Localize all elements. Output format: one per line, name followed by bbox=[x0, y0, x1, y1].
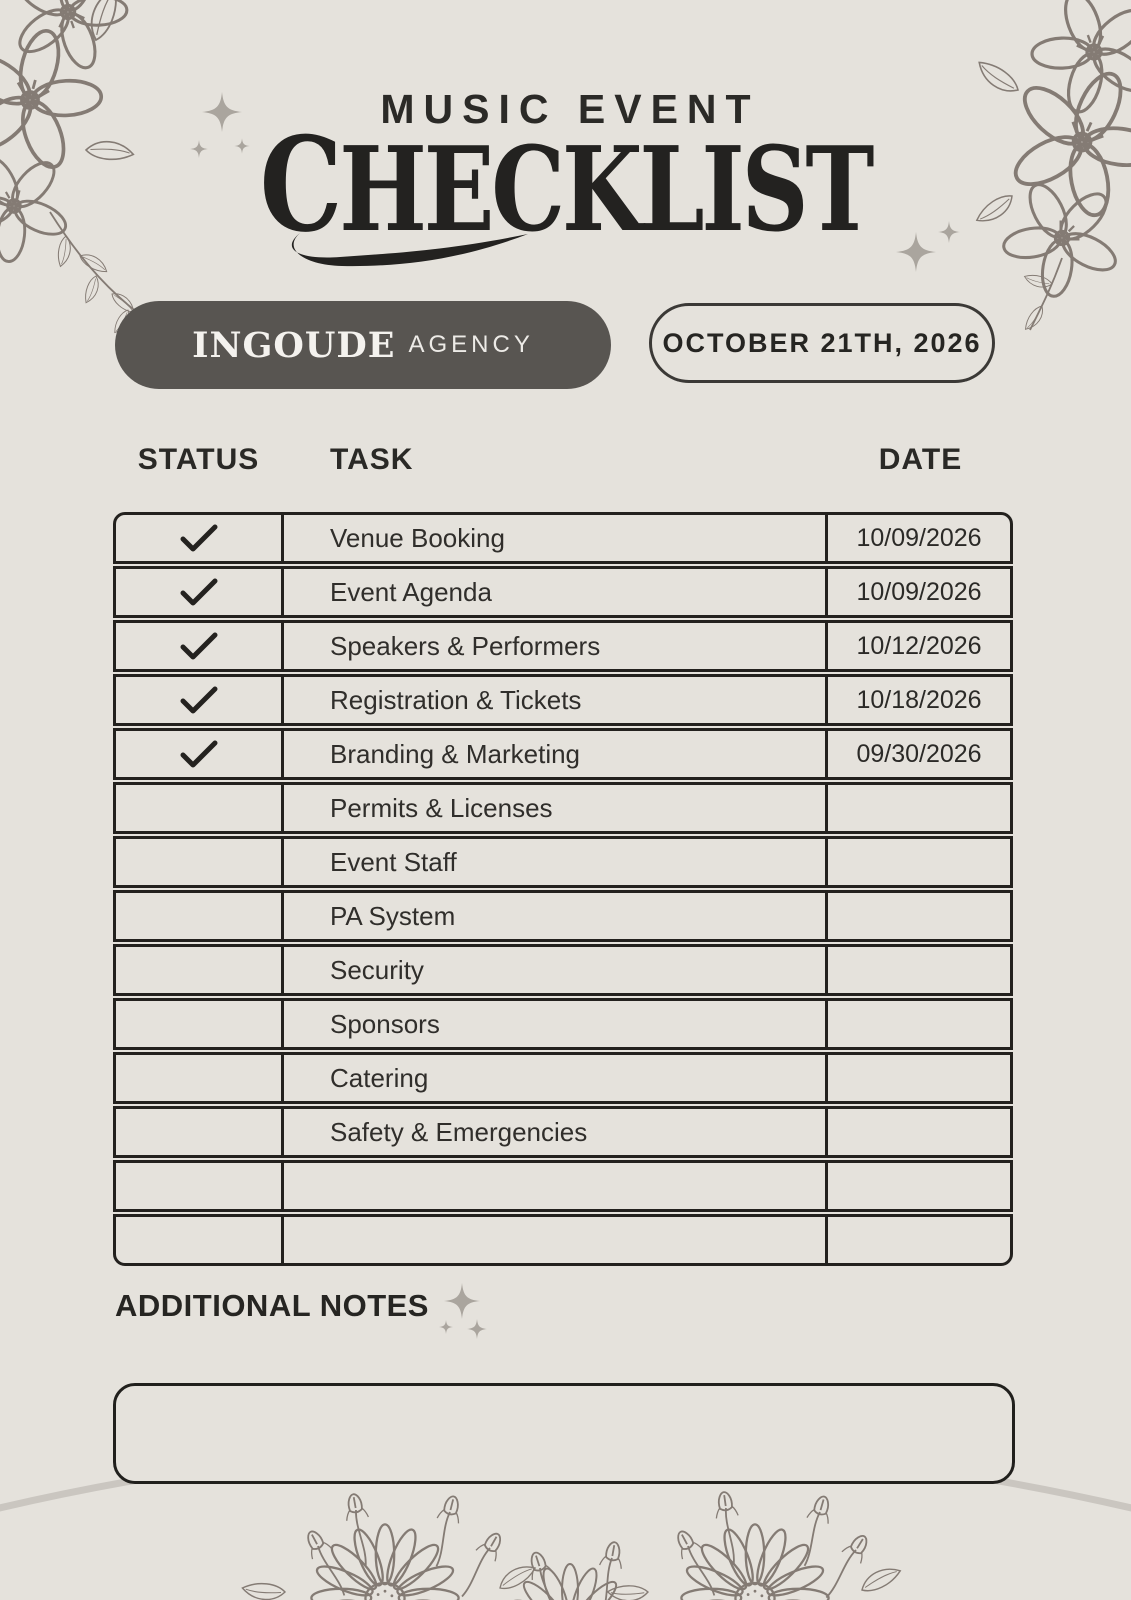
table-row bbox=[113, 1160, 1013, 1212]
brand-badge bbox=[115, 301, 611, 389]
date-label: 10/12/2026 bbox=[856, 631, 982, 660]
table-row bbox=[113, 674, 1013, 726]
table-row bbox=[113, 1214, 1013, 1266]
status-cell[interactable] bbox=[116, 839, 284, 885]
status-cell[interactable] bbox=[116, 731, 284, 777]
status-cell[interactable] bbox=[116, 785, 284, 831]
task-cell bbox=[284, 677, 825, 723]
date-cell[interactable] bbox=[825, 1109, 1010, 1155]
task-label: Registration & Tickets bbox=[330, 684, 582, 715]
floral-bottom bbox=[241, 1491, 903, 1600]
event-date-badge bbox=[649, 303, 995, 383]
checkmark-icon bbox=[180, 632, 218, 660]
status-cell[interactable] bbox=[116, 1001, 284, 1047]
table-row bbox=[113, 782, 1013, 834]
event-date: OCTOBER 21TH, 2026 bbox=[662, 327, 982, 358]
date-cell bbox=[825, 515, 1010, 561]
table-row bbox=[113, 728, 1013, 780]
task-label: Safety & Emergencies bbox=[330, 1116, 588, 1147]
brand-name: INGOUDE bbox=[192, 324, 396, 366]
task-cell[interactable] bbox=[284, 1163, 825, 1209]
date-cell[interactable] bbox=[825, 1163, 1010, 1209]
status-cell[interactable] bbox=[116, 1217, 284, 1263]
task-cell bbox=[284, 515, 825, 561]
status-cell[interactable] bbox=[116, 569, 284, 615]
task-cell bbox=[284, 1109, 825, 1155]
task-label: Sponsors bbox=[330, 1008, 440, 1039]
task-label: Speakers & Performers bbox=[330, 630, 601, 661]
table-row bbox=[113, 566, 1013, 618]
table-row bbox=[113, 1106, 1013, 1158]
task-cell bbox=[284, 893, 825, 939]
table-row bbox=[113, 620, 1013, 672]
status-cell[interactable] bbox=[116, 1109, 284, 1155]
table-row bbox=[113, 1052, 1013, 1104]
task-label: Event Agenda bbox=[330, 576, 492, 607]
date-cell bbox=[825, 569, 1010, 615]
date-cell[interactable] bbox=[825, 1001, 1010, 1047]
task-cell bbox=[284, 1055, 825, 1101]
task-label: Venue Booking bbox=[330, 522, 505, 553]
checkmark-icon bbox=[180, 740, 218, 768]
task-cell[interactable] bbox=[284, 1217, 825, 1263]
table-column-headers bbox=[113, 443, 1013, 477]
task-cell bbox=[284, 731, 825, 777]
status-cell[interactable] bbox=[116, 947, 284, 993]
date-cell[interactable] bbox=[825, 1217, 1010, 1263]
date-cell bbox=[825, 623, 1010, 669]
task-cell bbox=[284, 1001, 825, 1047]
table-row bbox=[113, 836, 1013, 888]
table-row bbox=[113, 998, 1013, 1050]
checkmark-icon bbox=[180, 578, 218, 606]
date-cell bbox=[825, 677, 1010, 723]
task-label: Security bbox=[330, 954, 424, 985]
date-cell bbox=[825, 731, 1010, 777]
task-label: Branding & Marketing bbox=[330, 738, 581, 769]
page-subtitle: MUSIC EVENT bbox=[380, 86, 760, 132]
header-task: TASK bbox=[330, 443, 414, 476]
status-cell[interactable] bbox=[116, 623, 284, 669]
date-cell[interactable] bbox=[825, 785, 1010, 831]
task-cell bbox=[284, 947, 825, 993]
notes-input-area[interactable] bbox=[113, 1383, 1015, 1484]
status-cell[interactable] bbox=[116, 677, 284, 723]
title-swash-flourish bbox=[288, 231, 538, 267]
date-label: 10/09/2026 bbox=[856, 523, 982, 552]
date-label: 10/18/2026 bbox=[856, 685, 982, 714]
date-cell[interactable] bbox=[825, 839, 1010, 885]
status-cell[interactable] bbox=[116, 515, 284, 561]
page-title-initial: C bbox=[259, 108, 340, 261]
task-cell bbox=[284, 623, 825, 669]
table-row bbox=[113, 890, 1013, 942]
task-label: PA System bbox=[330, 900, 456, 931]
date-cell[interactable] bbox=[825, 947, 1010, 993]
status-cell[interactable] bbox=[116, 893, 284, 939]
date-cell[interactable] bbox=[825, 893, 1010, 939]
task-label: Event Staff bbox=[330, 846, 457, 877]
page-title-rest: HECKLIST bbox=[339, 122, 872, 258]
task-cell bbox=[284, 785, 825, 831]
header-status: STATUS bbox=[137, 443, 260, 476]
header-date: DATE bbox=[878, 443, 963, 476]
checkmark-icon bbox=[180, 686, 218, 714]
brand-suffix: AGENCY bbox=[408, 331, 534, 358]
checkmark-icon bbox=[180, 524, 218, 552]
status-cell[interactable] bbox=[116, 1163, 284, 1209]
table-row bbox=[113, 944, 1013, 996]
checklist-table bbox=[113, 512, 1013, 1266]
task-cell bbox=[284, 569, 825, 615]
date-label: 09/30/2026 bbox=[856, 739, 982, 768]
status-cell[interactable] bbox=[116, 1055, 284, 1101]
task-label: Catering bbox=[330, 1062, 429, 1093]
notes-heading: ADDITIONAL NOTES bbox=[115, 1288, 429, 1323]
date-cell[interactable] bbox=[825, 1055, 1010, 1101]
task-label: Permits & Licenses bbox=[330, 792, 553, 823]
table-row bbox=[113, 512, 1013, 564]
task-cell bbox=[284, 839, 825, 885]
date-label: 10/09/2026 bbox=[856, 577, 982, 606]
